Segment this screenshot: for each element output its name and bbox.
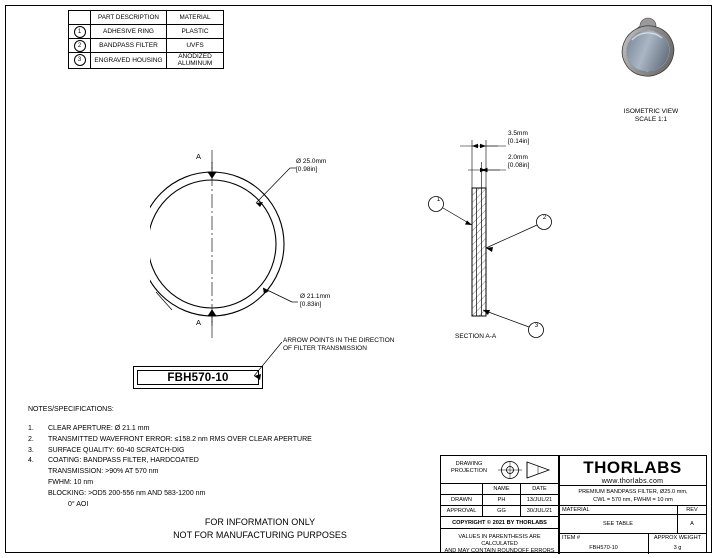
tolerance-note-line1: VALUES IN PARENTHESIS ARE CALCULATED (458, 534, 541, 547)
section-view-graphic (420, 120, 560, 345)
row-item-number (69, 53, 91, 69)
note-item (28, 435, 448, 446)
isometric-filter-graphic (604, 16, 696, 88)
projection-label-line2: PROJECTION (450, 468, 488, 475)
section-balloon-3: 3 (534, 323, 539, 329)
part-number-text: FBH570-10 (167, 371, 229, 384)
note-number: 3. (28, 446, 34, 454)
thickness-filter-mm: 2.0mm (508, 154, 528, 161)
note-text: CLEAR APERTURE: Ø 21.1 mm (48, 424, 150, 432)
thickness-overall-in: [0.14in] (508, 138, 530, 146)
note-item (28, 424, 448, 435)
row-item-number (69, 25, 91, 39)
disclaimer-line2: NOT FOR MANUFACTURING PURPOSES (173, 530, 347, 541)
outer-diameter-dimension (296, 158, 326, 174)
inner-diameter-dimension (300, 293, 330, 309)
row-item-number (69, 39, 91, 53)
tolerance-note (441, 529, 559, 554)
section-balloon-1: 1 (436, 197, 441, 203)
balloon-number: 2 (74, 40, 86, 52)
note-subtext: TRANSMISSION: >90% AT 570 nm (48, 468, 159, 476)
disclaimer-line1: FOR INFORMATION ONLY (204, 517, 316, 527)
section-label-bottom: A (196, 318, 202, 327)
row-material: PLASTIC (167, 25, 224, 39)
isometric-view-caption (596, 108, 706, 124)
drawing-projection-cell (441, 456, 559, 484)
title-block (440, 455, 707, 553)
row-description-line1: ENGRAVED HOUSING (94, 56, 163, 64)
material-label: MATERIAL (559, 506, 678, 515)
outer-diameter-mm: Ø 25.0mm (296, 158, 327, 165)
drawn-label: DRAWN (441, 495, 483, 506)
copyright-notice: COPYRIGHT © 2021 BY THORLABS (441, 517, 559, 529)
rev-value: A (678, 515, 706, 534)
product-description-line2: CWL = 570 nm, FWHM = 10 nm (593, 496, 673, 503)
arrow-note-line2: OF FILTER TRANSMISSION (283, 345, 367, 353)
parts-table (68, 10, 224, 69)
isometric-view (604, 16, 696, 88)
product-description (559, 486, 706, 506)
row-description: ADHESIVE RING (91, 25, 167, 39)
thickness-dimension-filter (508, 154, 529, 170)
disclaimer-text (120, 516, 400, 542)
note-text: COATING: BANDPASS FILTER, HARDCOATED (48, 457, 199, 465)
date-column-header: DATE (521, 484, 559, 495)
thorlabs-url: www.thorlabs.com (601, 478, 664, 485)
weight-value: 3 g (673, 545, 682, 551)
iso-caption-line2: SCALE 1:1 (634, 116, 668, 124)
signature-blank-cell (441, 484, 483, 495)
approval-date: 30/JUL/21 (521, 506, 559, 517)
table-row (69, 53, 224, 69)
tolerance-note-line2: AND MAY CONTAIN ROUNDOFF ERRORS (444, 547, 555, 554)
row-material: UVFS (167, 39, 224, 53)
notes-block (28, 405, 448, 511)
note-text: TRANSMITTED WAVEFRONT ERROR: ≤158.2 nm RMS OVER CLEAR APERTURE (48, 435, 312, 443)
front-view (150, 140, 420, 360)
table-header-row (69, 11, 224, 25)
weight-label: APPROX WEIGHT (653, 535, 702, 541)
drawn-date: 13/JUL/21 (521, 495, 559, 506)
outer-diameter-in: [0.98in] (296, 166, 318, 174)
thorlabs-logo: THORLABS (583, 458, 682, 477)
thickness-dimension-overall (508, 130, 529, 146)
notes-title: NOTES/SPECIFICATIONS: (28, 406, 114, 413)
arrow-note-line1: ARROW POINTS IN THE DIRECTION (283, 337, 395, 344)
note-item (28, 456, 448, 467)
table-row (69, 39, 224, 53)
balloon-number: 3 (74, 54, 86, 66)
iso-caption-line1: ISOMETRIC VIEW (623, 108, 679, 115)
header-description: PART DESCRIPTION (91, 11, 167, 25)
note-number: 2. (28, 435, 34, 443)
note-number: 1. (28, 424, 34, 432)
section-balloon-2: 2 (542, 215, 547, 221)
inner-diameter-in: [0.83in] (300, 301, 322, 309)
header-item (69, 11, 91, 25)
row-material (167, 53, 224, 69)
rev-label: REV (678, 506, 706, 515)
note-subtext: 0° AOI (68, 500, 89, 508)
first-angle-projection-icon (497, 460, 553, 480)
item-label: ITEM # (559, 534, 649, 543)
drawn-name: PH (483, 495, 521, 506)
name-column-header: NAME (483, 484, 521, 495)
row-description (91, 53, 167, 69)
note-subtext: FWHM: 10 nm (48, 479, 94, 487)
inner-diameter-mm: Ø 21.1mm (300, 293, 331, 300)
note-subtext: BLOCKING: >OD5 200-556 nm AND 583-1200 nm (48, 489, 206, 497)
section-view-caption: SECTION A-A (455, 333, 497, 340)
approval-label: APPROVAL (441, 506, 483, 517)
titleblock-divider (559, 456, 560, 554)
row-description: BANDPASS FILTER (91, 39, 167, 53)
section-label-top: A (196, 152, 202, 161)
section-view (420, 120, 560, 345)
thickness-overall-mm: 3.5mm (508, 130, 528, 137)
front-view-graphic (150, 140, 420, 360)
note-item (28, 446, 448, 457)
note-number: 4. (28, 457, 34, 465)
projection-label-line1: DRAWING (455, 461, 483, 467)
note-text: SURFACE QUALITY: 60-40 SCRATCH-DIG (48, 446, 185, 454)
product-description-line1: PREMIUM BANDPASS FILTER, Ø25.0 mm, (578, 489, 688, 495)
row-material-line1: ANODIZED ALUMINUM (177, 53, 213, 68)
table-row (69, 25, 224, 39)
approval-name: GG (483, 506, 521, 517)
balloon-number: 1 (74, 26, 86, 38)
thickness-filter-in: [0.08in] (508, 162, 530, 170)
header-material: MATERIAL (167, 11, 224, 25)
brand-cell (559, 456, 706, 486)
item-value: FBH570-10 (559, 543, 649, 554)
material-value: SEE TABLE (559, 515, 678, 534)
